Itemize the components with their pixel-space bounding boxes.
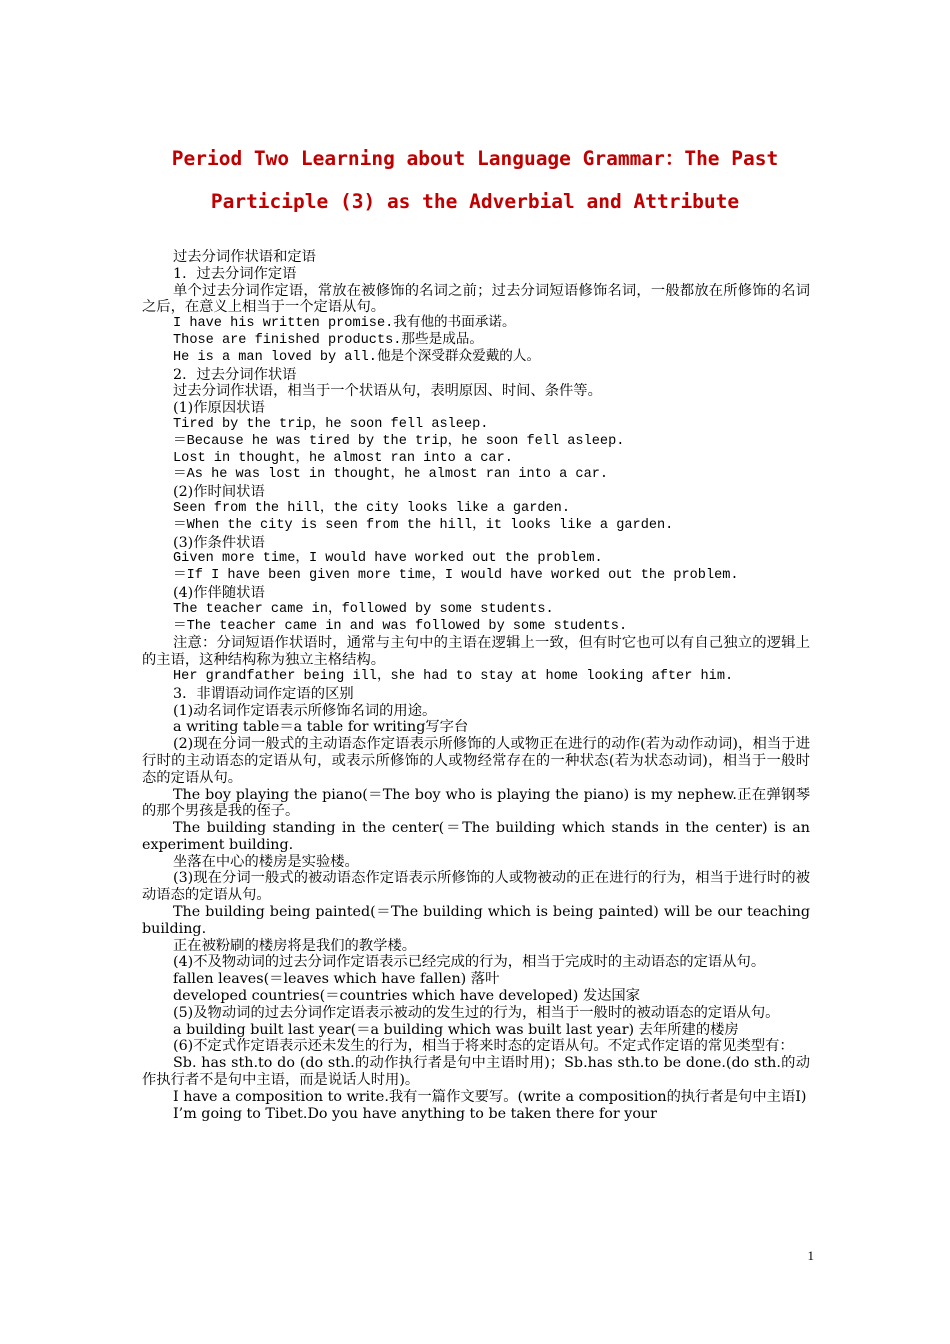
example-sentence: ＝As he was lost in thought，he almost ran into a car. <box>173 467 609 483</box>
example-sentence: I’m going to Tibet.Do you have anything to be taken there for your <box>173 1105 657 1122</box>
example-sentence: Tired by the trip，he soon fell asleep. <box>173 416 489 432</box>
example-sentence: He is a man loved by all.他是个深受群众爱戴的人。 <box>173 349 541 365</box>
example-sentence: The building being painted(＝The building which is being painted) will be our teaching building. <box>142 904 810 937</box>
list-item-heading: (3)作条件状语 <box>173 534 265 551</box>
example-sentence: The teacher came in，followed by some students. <box>173 601 554 617</box>
paragraph: (6)不定式作定语表示还未发生的行为，相当于将来时态的定语从句。不定式作定语的常见类型有： <box>173 1038 794 1055</box>
page-number: 1 <box>807 1248 814 1263</box>
list-item-heading: (2)作时间状语 <box>173 484 265 501</box>
example-sentence: Seen from the hill，the city looks like a garden. <box>173 500 570 516</box>
example-sentence: Those are finished products.那些是成品。 <box>173 332 483 348</box>
example-sentence: Her grandfather being ill，she had to stay at home looking after him. <box>173 668 734 684</box>
example-sentence: The boy playing the piano(＝The boy who is playing the piano) is my nephew.正在弹钢琴的那个男孩是我的侄子。 <box>142 786 810 820</box>
list-item-heading: (1)动名词作定语表示所修饰名词的用途。 <box>173 702 437 719</box>
title-line-1: Period Two Learning about Language Grammar：The Past <box>171 147 779 170</box>
document-title <box>100 137 850 223</box>
example-sentence: ＝The teacher came in and was followed by some students. <box>173 618 628 634</box>
title-line-2: Participle (3) as the Adverbial and Attribute <box>210 190 740 213</box>
example-sentence: I have his written promise.我有他的书面承诺。 <box>173 316 516 332</box>
example-sentence: Given more time，I would have worked out the problem. <box>173 551 603 567</box>
list-item-heading: (1)作原因状语 <box>173 400 265 417</box>
section-heading: 过去分词作状语和定语 <box>173 249 316 265</box>
example-phrase: a building built last year(＝a building which was built last year) 去年所建的楼房 <box>173 1021 739 1038</box>
note-paragraph: 注意：分词短语作状语时，通常与主句中的主语在逻辑上一致，但有时它也可以有自己独立的逻辑上的主语，这种结构称为独立主格结构。 <box>142 635 810 669</box>
document-body <box>142 249 810 1122</box>
example-sentence: ＝Because he was tired by the trip，he soon fell asleep. <box>173 433 625 449</box>
list-item-heading: (4)作伴随状语 <box>173 584 265 601</box>
paragraph: (4)不及物动词的过去分词作定语表示已经完成的行为，相当于完成时的主动语态的定语从句。 <box>173 954 766 971</box>
paragraph: 单个过去分词作定语，常放在被修饰的名词之前；过去分词短语修饰名词，一般都放在所修饰的名词之后，在意义上相当于一个定语从句。 <box>142 282 810 316</box>
example-sentence: ＝If I have been given more time，I would have worked out the problem. <box>173 568 739 584</box>
paragraph: (5)及物动词的过去分词作定语表示被动的发生过的行为，相当于一般时的被动语态的定语从句。 <box>173 1004 780 1021</box>
example-sentence: Lost in thought，he almost ran into a car. <box>173 450 513 466</box>
example-translation: 坐落在中心的楼房是实验楼。 <box>173 853 359 870</box>
example-sentence: ＝When the city is seen from the hill，it looks like a garden. <box>173 517 674 533</box>
example-phrase: developed countries(＝countries which have developed) 发达国家 <box>173 988 641 1005</box>
example-sentence: The building standing in the center(＝The building which stands in the center) is an experiment building. <box>142 820 810 853</box>
example-sentence: a writing table＝a table for writing写字台 <box>173 719 469 736</box>
subsection-heading: 1．过去分词作定语 <box>173 265 297 282</box>
paragraph: (3)现在分词一般式的被动语态作定语表示所修饰的人或物被动的正在进行的行为，相当于进行时的被动语态的定语从句。 <box>142 870 810 904</box>
example-translation: 正在被粉刷的楼房将是我们的教学楼。 <box>173 937 417 954</box>
example-phrase: fallen leaves(＝leaves which have fallen) 落叶 <box>173 971 500 988</box>
example-sentence: I have a composition to write.我有一篇作文要写。(write a composition的执行者是句中主语I) <box>173 1088 807 1105</box>
subsection-heading: 2．过去分词作状语 <box>173 366 297 383</box>
pattern-paragraph: Sb. has sth.to do (do sth.的动作执行者是句中主语时用)；Sb.has sth.to be done.(do sth.的动作执行者不是句中主语，而是说话人时用)。 <box>142 1055 810 1089</box>
paragraph: 过去分词作状语，相当于一个状语从句，表明原因、时间、条件等。 <box>173 383 602 400</box>
subsection-heading: 3．非谓语动词作定语的区别 <box>173 685 354 702</box>
paragraph: (2)现在分词一般式的主动语态作定语表示所修饰的人或物正在进行的动作(若为动作动词)，相当于进行时的主动语态的定语从句，或表示所修饰的人或物经常存在的一种状态(若为状态动词)，相当于一般时态的定语从句。 <box>142 736 810 786</box>
